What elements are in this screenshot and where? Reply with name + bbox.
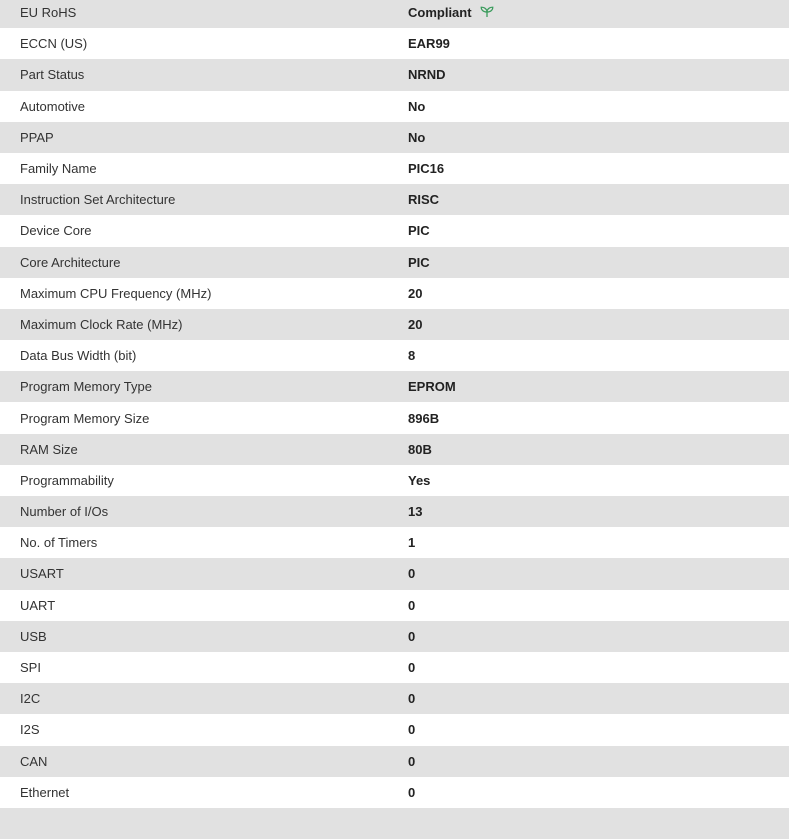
spec-value: 0: [408, 597, 416, 613]
spec-value: 0: [408, 753, 416, 769]
spec-label: Programmability: [20, 472, 114, 488]
spec-row-eu-rohs: [0, 0, 789, 28]
spec-row-device-core: [0, 215, 789, 246]
spec-label: Family Name: [20, 161, 97, 177]
spec-label: No. of Timers: [20, 535, 98, 551]
spec-row-i2c: [0, 683, 789, 714]
spec-value: 0: [408, 628, 416, 644]
spec-row-spi: [0, 652, 789, 683]
spec-label: I2C: [20, 691, 41, 707]
spec-value: 0: [408, 784, 416, 800]
spec-label: Instruction Set Architecture: [20, 192, 176, 208]
spec-row-timers: [0, 527, 789, 558]
spec-value: PIC16: [408, 161, 445, 177]
spec-value: 80B: [408, 441, 432, 457]
spec-value-cell: [408, 5, 789, 20]
spec-label: Part Status: [20, 67, 85, 83]
spec-value: 0: [408, 566, 416, 582]
spec-value: No: [408, 129, 426, 145]
spec-label: EU RoHS: [20, 5, 77, 21]
spec-row-programmability: [0, 465, 789, 496]
spec-row-i2s: [0, 714, 789, 745]
spec-value: PIC: [408, 254, 430, 270]
spec-label: RAM Size: [20, 441, 78, 457]
spec-label: SPI: [20, 660, 41, 676]
spec-label: Program Memory Type: [20, 379, 152, 395]
spec-row-number-of-ios: [0, 496, 789, 527]
spec-label: Number of I/Os: [20, 504, 109, 520]
spec-value: 0: [408, 722, 416, 738]
spec-row-usb: [0, 621, 789, 652]
spec-row-instruction-set: [0, 184, 789, 215]
spec-label: Maximum CPU Frequency (MHz): [20, 285, 212, 301]
leaf-icon: [480, 6, 494, 18]
spec-value: NRND: [408, 67, 446, 83]
spec-row-data-bus-width: [0, 340, 789, 371]
spec-row-eccn: [0, 28, 789, 59]
spec-value: 896B: [408, 410, 440, 426]
spec-label: ECCN (US): [20, 36, 88, 52]
spec-row-ram-size: [0, 434, 789, 465]
spec-row-uart: [0, 590, 789, 621]
spec-row-family-name: [0, 153, 789, 184]
spec-label: Program Memory Size: [20, 410, 150, 426]
spec-label: PPAP: [20, 129, 54, 145]
spec-label: Ethernet: [20, 784, 70, 800]
spec-value: Compliant: [408, 5, 472, 21]
spec-label: Device Core: [20, 223, 92, 239]
spec-label: CAN: [20, 753, 48, 769]
spec-row-max-clock-rate: [0, 309, 789, 340]
spec-row-ethernet: [0, 777, 789, 808]
spec-row-program-memory-size: [0, 402, 789, 433]
spec-label: USART: [20, 566, 64, 582]
spec-value: 8: [408, 348, 416, 364]
spec-row-max-cpu-frequency: [0, 278, 789, 309]
spec-label: I2S: [20, 722, 40, 738]
spec-label: Data Bus Width (bit): [20, 348, 137, 364]
spec-row-automotive: [0, 91, 789, 122]
spec-value: EAR99: [408, 36, 450, 52]
spec-label: Automotive: [20, 98, 86, 114]
spec-value: 13: [408, 504, 423, 520]
spec-value: 20: [408, 285, 423, 301]
spec-value: EPROM: [408, 379, 456, 395]
spec-row-core-architecture: [0, 247, 789, 278]
spec-value: Yes: [408, 472, 431, 488]
spec-row-part-status: [0, 59, 789, 90]
spec-row-next-partial: [0, 808, 789, 839]
spec-label: USB: [20, 628, 47, 644]
spec-label: Core Architecture: [20, 254, 121, 270]
spec-row-usart: [0, 558, 789, 589]
spec-value: No: [408, 98, 426, 114]
spec-value: PIC: [408, 223, 430, 239]
spec-row-ppap: [0, 122, 789, 153]
spec-value: 1: [408, 535, 416, 551]
spec-label: Maximum Clock Rate (MHz): [20, 316, 183, 332]
spec-value: RISC: [408, 192, 440, 208]
spec-value: 0: [408, 691, 416, 707]
spec-row-can: [0, 746, 789, 777]
spec-value: 20: [408, 316, 423, 332]
spec-row-program-memory-type: [0, 371, 789, 402]
spec-label: UART: [20, 597, 56, 613]
spec-value: 0: [408, 660, 416, 676]
